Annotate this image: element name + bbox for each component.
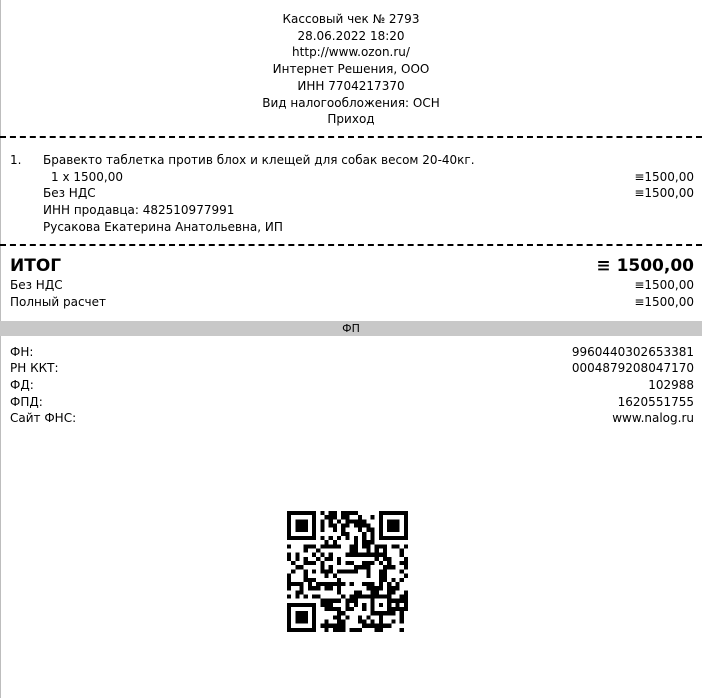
fns-site-value[interactable]: www.nalog.ru [612,411,694,425]
fns-site-row [0,410,702,427]
fn-row [0,344,702,361]
fpd-row [0,394,702,411]
item-name: Бравекто таблетка против блох и клещей для собак весом 20-40кг. [43,153,475,167]
item-qty-row [0,169,702,186]
item-vat-amount: ≡1500,00 [634,186,694,200]
fn-value: 9960440302653381 [571,345,694,359]
separator-middle [0,244,702,246]
fd-label: ФД: [10,378,34,392]
item-number: 1. [10,153,22,167]
operation-type: Приход [327,112,375,127]
total-vat-row [0,277,702,294]
item-vat-label: Без НДС [43,186,96,200]
fn-label: ФН: [10,345,34,359]
total-row [0,255,702,277]
item-seller-name-row [0,219,702,236]
qr-code-icon [287,511,408,632]
rn-kkt-value: 0004879208047170 [571,361,694,375]
item-qty-price: 1 x 1500,00 [51,170,123,184]
fpd-label: ФПД: [10,395,43,409]
separator-top [0,136,702,138]
receipt-datetime: 28.06.2022 18:20 [297,28,405,43]
tax-system: Вид налогообложения: ОСН [262,95,440,110]
qr-modules [287,511,408,632]
fp-bar: ФП [0,321,702,336]
item-seller-inn-row [0,202,702,219]
total-label: ИТОГ [10,256,62,276]
rn-kkt-row [0,360,702,377]
payment-label: Полный расчет [10,295,106,309]
total-vat-amount: ≡1500,00 [634,278,694,292]
fns-site-label: Сайт ФНС: [10,411,77,425]
payment-row [0,294,702,311]
item-vat-row [0,185,702,202]
fd-row [0,377,702,394]
fpd-value: 1620551755 [617,395,694,409]
receipt-header [0,11,702,128]
total-amount: ≡ 1500,00 [596,256,694,276]
store-url[interactable]: http://www.ozon.ru/ [292,45,410,60]
receipt-title: Кассовый чек № 2793 [282,12,420,26]
rn-kkt-label: РН ККТ: [10,361,59,375]
seller-inn: ИНН продавца: 482510977991 [43,203,235,217]
seller-name: Русакова Екатерина Анатольевна, ИП [43,220,283,234]
company-name: Интернет Решения, ООО [272,62,430,77]
item-name-row [0,152,702,169]
payment-amount: ≡1500,00 [634,295,694,309]
company-inn: ИНН 7704217370 [297,78,405,93]
item-amount: ≡1500,00 [634,170,694,184]
total-vat-label: Без НДС [10,278,63,292]
fd-value: 102988 [648,378,694,392]
